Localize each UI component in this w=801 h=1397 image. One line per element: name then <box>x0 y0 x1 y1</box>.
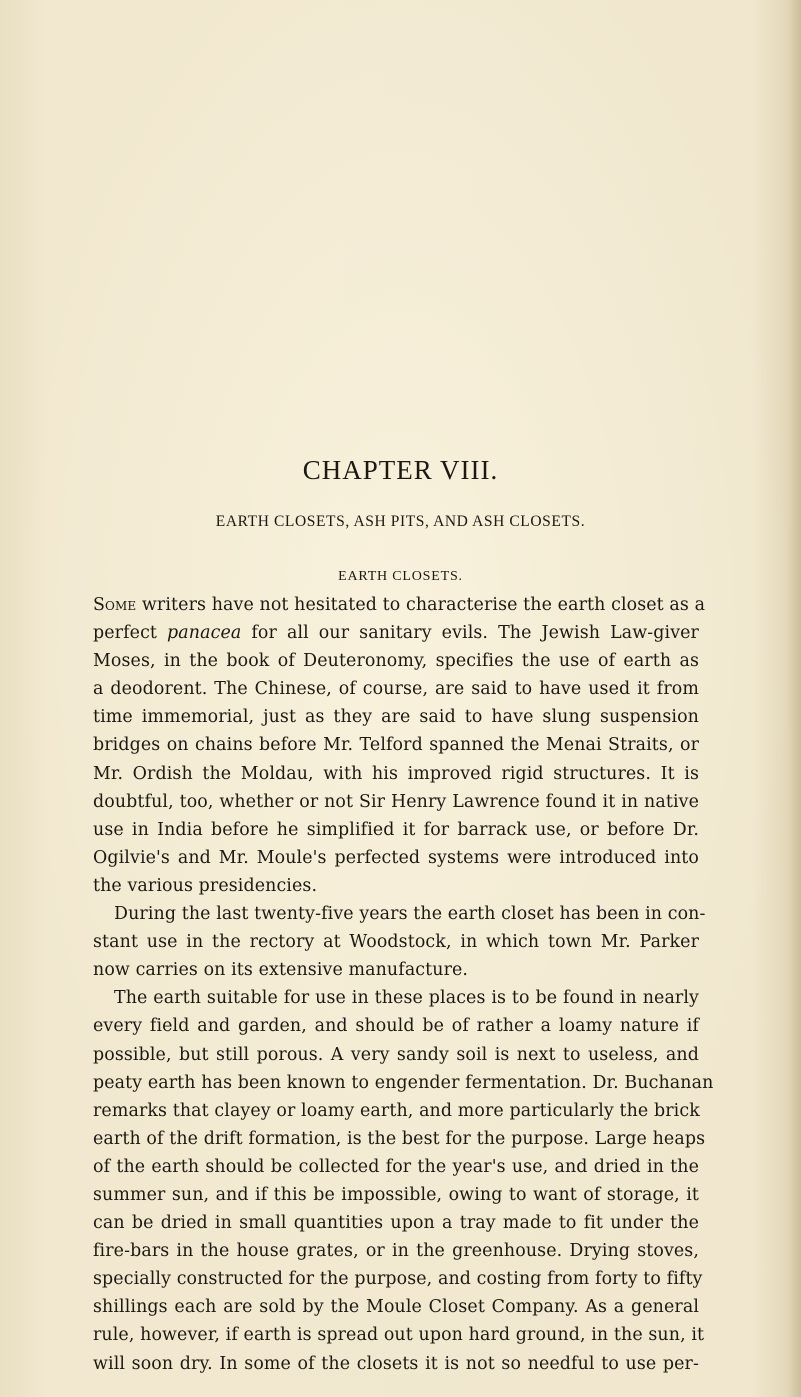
section-title: EARTH CLOSETS, ASH PITS, AND ASH CLOSETS. <box>215 513 586 530</box>
text-line: now carries on its extensive manufacture. <box>93 960 469 981</box>
text-line: summer sun, and if this be impossible, owing to want of storage, it <box>93 1184 699 1205</box>
text-line: can be dried in small quantities upon a tray made to fit under the <box>93 1213 699 1234</box>
text-line: stant use in the rectory at Woodstock, in which town Mr. Parker <box>93 932 699 953</box>
line-text: for all our sanitary evils. The Jewish Law-giver <box>241 623 699 644</box>
text-line: Moses, in the book of Deuteronomy, specifies the use of earth as <box>93 651 699 672</box>
text-line: specially constructed for the purpose, and costing from forty to fifty <box>93 1269 703 1290</box>
text-line <box>93 591 706 619</box>
text-line: Ogilvie's and Mr. Moule's perfected systems were introduced into <box>93 847 699 868</box>
line-text: perfect <box>93 623 168 644</box>
text-line: During the last twenty-five years the earth closet has been in con- <box>114 904 706 925</box>
text-line <box>93 619 699 647</box>
text-line: rule, however, if earth is spread out upon hard ground, in the sun, it <box>93 1325 705 1346</box>
text-line: The earth suitable for use in these places is to be found in nearly <box>114 988 699 1009</box>
text-line: earth of the drift formation, is the best for the purpose. Large heaps <box>93 1128 706 1149</box>
text-line: every field and garden, and should be of rather a loamy nature if <box>93 1016 699 1037</box>
text-line: peaty earth has been known to engender fermentation. Dr. Buchanan <box>93 1072 714 1093</box>
text-line: fire-bars in the house grates, or in the greenhouse. Drying stoves, <box>93 1241 699 1262</box>
line-text: writers have not hesitated to characterise the earth closet as a <box>136 595 706 615</box>
drop-word: Some <box>93 595 137 615</box>
text-line: shillings each are sold by the Moule Closet Company. As a general <box>93 1297 699 1318</box>
text-line: remarks that clayey or loamy earth, and more particularly the brick <box>93 1100 700 1121</box>
text-line: Mr. Ordish the Moldau, with his improved rigid structures. It is <box>93 763 699 784</box>
subsection-title: EARTH CLOSETS. <box>338 569 463 584</box>
text-line: the various presidencies. <box>93 875 318 896</box>
text-line: will soon dry. In some of the closets it is not so needful to use per- <box>93 1353 699 1374</box>
paragraph <box>93 900 706 984</box>
text-line: time immemorial, just as they are said to have slung suspension <box>93 707 699 728</box>
paragraph <box>93 984 714 1377</box>
text-line: doubtful, too, whether or not Sir Henry Lawrence found it in native <box>93 791 699 812</box>
text-line: possible, but still porous. A very sandy soil is next to useless, and <box>93 1044 699 1065</box>
text-line: use in India before he simplified it for barrack use, or before Dr. <box>93 819 699 840</box>
paragraph <box>93 591 706 900</box>
text-line: bridges on chains before Mr. Telford spanned the Menai Straits, or <box>93 735 699 756</box>
text-line: a deodorent. The Chinese, of course, are said to have used it from <box>93 679 699 700</box>
chapter-title: CHAPTER VIII. <box>302 455 499 485</box>
body-text <box>93 591 714 1378</box>
text-line: of the earth should be collected for the year's use, and dried in the <box>93 1156 699 1177</box>
page-edge-shadow <box>787 0 801 1397</box>
italic-word: panacea <box>167 623 242 644</box>
